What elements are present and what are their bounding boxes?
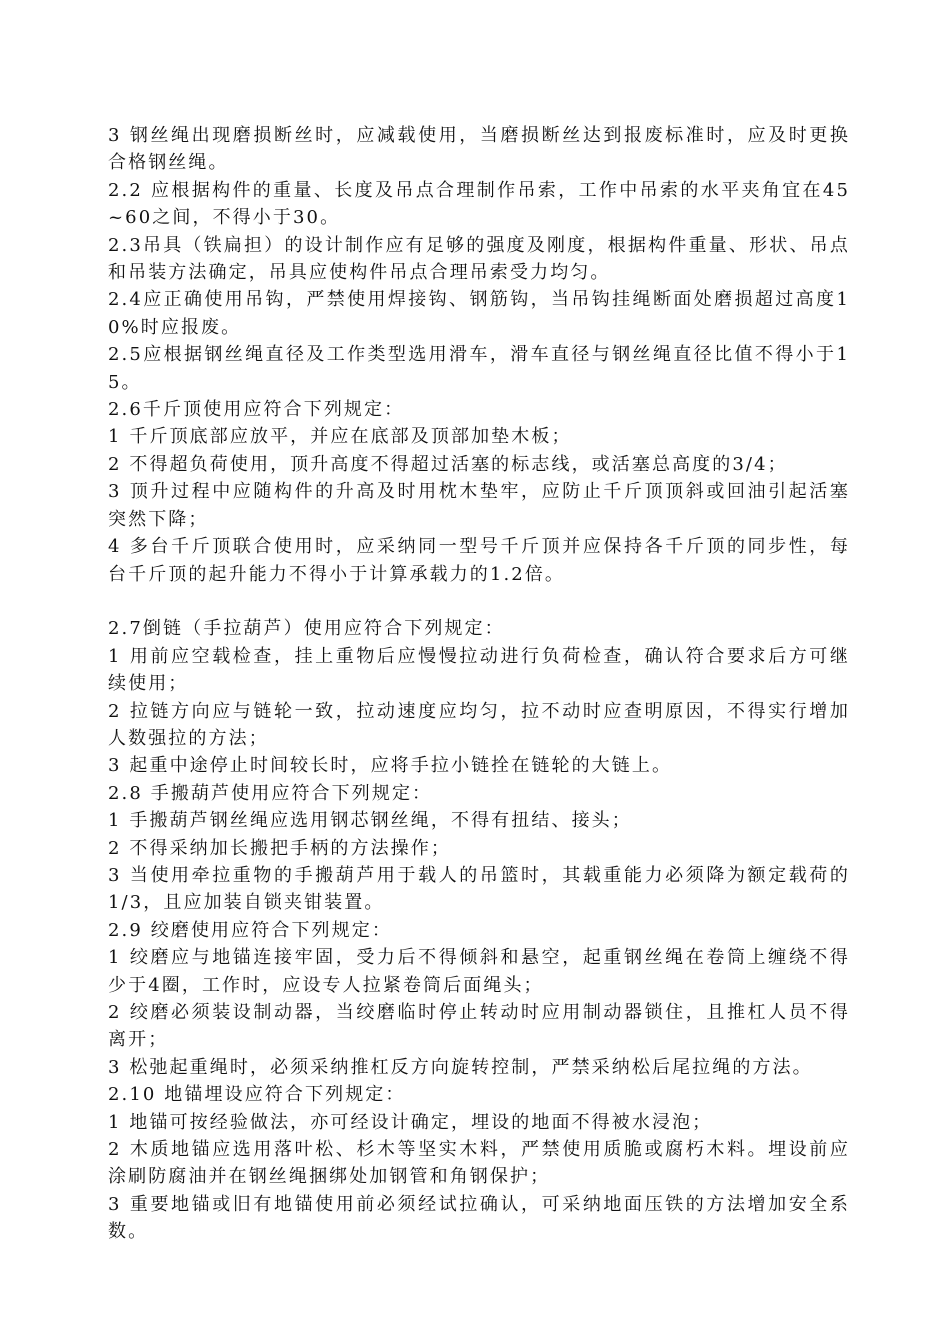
paragraph: 2 不得超负荷使用，顶升高度不得超过活塞的标志线，或活塞总高度的3/4； xyxy=(108,453,788,475)
paragraph: 1 千斤顶底部应放平，并应在底部及顶部加垫木板； xyxy=(108,426,572,448)
paragraph: 1 地锚可按经验做法，亦可经设计确定，埋设的地面不得被水浸泡； xyxy=(108,1111,713,1133)
paragraph: 3 顶升过程中应随构件的升高及时用枕木垫牢，应防止千斤顶顶斜或回油引起活塞突然下降； xyxy=(108,481,850,530)
paragraph: 2 木质地锚应选用落叶松、杉木等坚实木料，严禁使用质脆或腐朽木料。埋设前应涂刷防腐油并在钢丝绳捆绑处加钢管和角钢保护； xyxy=(108,1139,850,1188)
paragraph: 4 多台千斤顶联合使用时，应采纳同一型号千斤顶并应保持各千斤顶的同步性，每台千斤顶的起升能力不得小于计算承载力的1.2倍。 xyxy=(108,536,850,585)
paragraph: 2.3吊具（铁扁担）的设计制作应有足够的强度及刚度，根据构件重量、形状、吊点和吊装方法确定，吊具应使构件吊点合理吊索受力均匀。 xyxy=(108,234,850,284)
paragraph: 2.5应根据钢丝绳直径及工作类型选用滑车，滑车直径与钢丝绳直径比值不得小于15。 xyxy=(108,344,850,393)
paragraph: 2 绞磨必须装设制动器，当绞磨临时停止转动时应用制动器锁住，且推杠人员不得离开； xyxy=(108,1001,850,1051)
paragraph: 2.2 应根据构件的重量、长度及吊点合理制作吊索，工作中吊索的水平夹角宜在45~60之间，不得小于30。 xyxy=(108,179,850,229)
paragraph: 1 手搬葫芦钢丝绳应选用钢芯钢丝绳，不得有扭结、接头； xyxy=(108,810,632,832)
paragraph: 3 松弛起重绳时，必须采纳推杠反方向旋转控制，严禁采纳松后尾拉绳的方法。 xyxy=(108,1056,813,1078)
paragraph: 3 钢丝绳出现磨损断丝时，应减载使用，当磨损断丝达到报废标准时，应及时更换合格钢丝绳。 xyxy=(108,125,850,174)
paragraph: 1 用前应空载检查，挂上重物后应慢慢拉动进行负荷检查，确认符合要求后方可继续使用； xyxy=(108,645,850,695)
paragraph: 2.7倒链（手拉葫芦）使用应符合下列规定： xyxy=(108,618,505,640)
paragraph: 3 起重中途停止时间较长时，应将手拉小链拴在链轮的大链上。 xyxy=(108,755,673,777)
paragraph: 2 拉链方向应与链轮一致，拉动速度应均匀，拉不动时应查明原因，不得实行增加人数强拉的方法； xyxy=(108,700,850,749)
paragraph: 3 重要地锚或旧有地锚使用前必须经试拉确认，可采纳地面压铁的方法增加安全系数。 xyxy=(108,1193,850,1243)
document-body xyxy=(108,122,850,1246)
paragraph: 2 不得采纳加长搬把手柄的方法操作； xyxy=(108,837,451,859)
blank-line xyxy=(108,588,850,615)
paragraph: 3 当使用牵拉重物的手搬葫芦用于载人的吊篮时，其载重能力必须降为额定载荷的1/3，且应加装自锁夹钳装置。 xyxy=(108,864,850,914)
paragraph: 2.6千斤顶使用应符合下列规定： xyxy=(108,399,405,421)
paragraph: 2.10 地锚埋设应符合下列规定： xyxy=(108,1084,406,1106)
paragraph: 1 绞磨应与地锚连接牢固，受力后不得倾斜和悬空，起重钢丝绳在卷筒上缠绕不得少于4圈，工作时，应设专人拉紧卷筒后面绳头； xyxy=(108,947,850,996)
paragraph: 2.8 手搬葫芦使用应符合下列规定： xyxy=(108,782,433,804)
paragraph: 2.4应正确使用吊钩，严禁使用焊接钩、钢筋钩，当吊钩挂绳断面处磨损超过高度10%时应报废。 xyxy=(108,289,850,338)
paragraph: 2.9 绞磨使用应符合下列规定： xyxy=(108,919,392,941)
